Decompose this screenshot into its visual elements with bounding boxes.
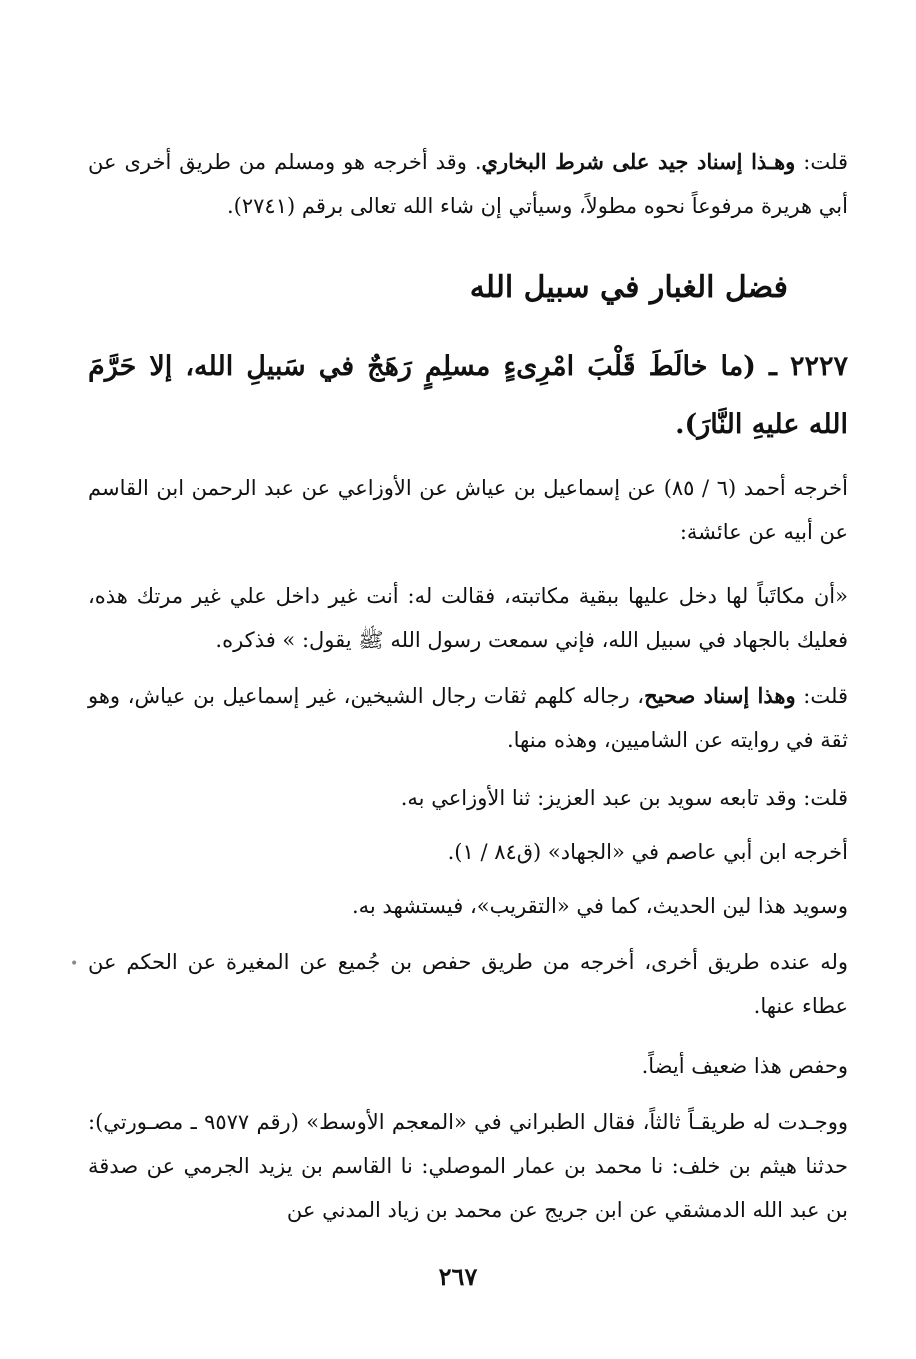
paragraph-1-prefix: قلت: — [795, 150, 848, 174]
paragraph-9: وحفص هذا ضعيف أيضاً. — [641, 1054, 848, 1078]
paragraph-10: ووجـدت له طريقـاً ثالثاً، فقال الطبراني في «المعجم الأوسط» (رقم ٩٥٧٧ ـ مصـورتي): حدثنا هيثم بن خلف: نا محمد بن عمار الموصلي: نا القاسم بن يزيد الجرمي عن صدقة بن عبد الله الدمشقي عن ابن جريج عن محمد بن زياد المدني عن — [88, 1110, 848, 1222]
paragraph-7: وسويد هذا لين الحديث، كما في «التقريب»، فيستشهد به. — [351, 894, 848, 918]
paragraph-1 — [88, 140, 848, 228]
paragraph-3: «أن مكاتَباً لها دخل عليها ببقية مكاتبته، فقالت له: أنت غير داخل علي غير مرتك هذه، فعليك بالجهاد في سبيل الله، فإني سمعت رسول الله ﷺ يقول: » فذكره. — [88, 584, 848, 652]
page-number: ٢٦٧ — [438, 1262, 478, 1291]
paragraph-5: قلت: وقد تابعه سويد بن عبد العزيز: ثنا الأوزاعي به. — [400, 786, 848, 810]
paragraph-6: أخرجه ابن أبي عاصم في «الجهاد» (ق٨٤ / ١). — [447, 840, 848, 864]
paragraph-2: أخرجه أحمد (٦ / ٨٥) عن إسماعيل بن عياش عن الأوزاعي عن عبد الرحمن ابن القاسم عن أبيه عن عائشة: — [88, 476, 848, 544]
section-heading: فضل الغبار في سبيل الله — [469, 270, 788, 305]
paragraph-1-rest: . وقد أخرجه هو ومسلم من طريق أخرى عن أبي هريرة مرفوعاً نحوه مطولاً، وسيأتي إن شاء الله تعالى برقم (٢٧٤١). — [88, 150, 848, 218]
paragraph-4-bold: وهذا إسناد صحيح — [644, 683, 796, 708]
paragraph-1-bold: وهـذا إسناد جيد على شرط البخاري — [481, 149, 796, 174]
paragraph-4-rest: ، رجاله كلهم ثقات رجال الشيخين، غير إسماعيل بن عياش، وهو ثقة في روايته عن الشاميين، وهذه منها. — [88, 684, 848, 752]
margin-mark: • — [70, 956, 79, 972]
paragraph-4 — [88, 674, 848, 762]
paragraph-8: وله عنده طريق أخرى، أخرجه من طريق حفص بن جُميع عن المغيرة عن الحكم عن عطاء عنها. — [88, 950, 848, 1018]
paragraph-4-prefix: قلت: — [795, 684, 848, 708]
hadith-text: ٢٢٢٧ ـ (ما خالَطَ قَلْبَ امْرِىءٍ مسلِمٍ رَهَجٌ في سَبيلِ الله، إلا حَرَّمَ الله عليهِ النَّارَ). — [88, 351, 848, 440]
